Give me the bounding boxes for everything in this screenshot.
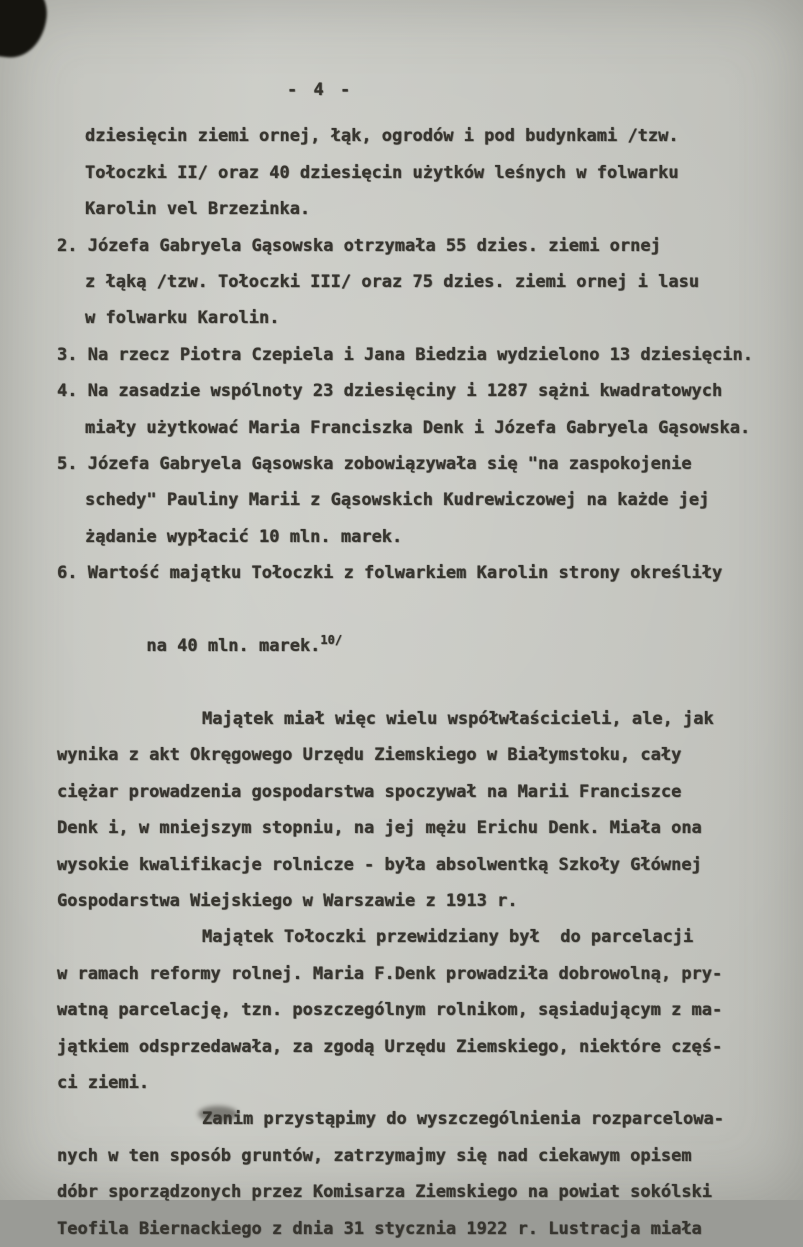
scan-corner-artifact [0,0,50,61]
text-line: miały użytkować Maria Franciszka Denk i Józefa Gabryela Gąsowska. [85,417,751,438]
text-line: Gospodarstwa Wiejskiego w Warszawie z 1913 r. [57,890,518,911]
text-line: 5. Józefa Gabryela Gąsowska zobowiązywała się "na zaspokojenie [57,454,692,475]
text-line: 3. Na rzecz Piotra Czepiela i Jana Biedzia wydzielono 13 dziesięcin. [57,344,753,365]
text-line: Denk i, w mniejszym stopniu, na jej mężu Erichu Denk. Miała ona [57,818,702,839]
text-line: 4. Na zasadzie wspólnoty 23 dziesięciny i 1287 sążni kwadratowych [57,381,723,402]
text-line [85,592,783,701]
text-line: Tołoczki II/ oraz 40 dziesięcin użytków leśnych w folwarku [85,162,679,183]
text-line: Majątek Tołoczki przewidziany był do parcelacji [202,927,694,948]
footnote-marker: 10/ [320,633,343,648]
text-line: Majątek miał więc wielu współwłaścicieli, ale, jak [202,708,714,729]
text-line: Teofila Biernackiego z dnia 31 stycznia 1922 r. Lustracja miała [57,1218,702,1239]
line-text: na 40 mln. marek. [146,636,321,657]
text-line: wynika z akt Okręgowego Urzędu Ziemskiego w Białymstoku, cały [57,745,682,766]
text-line: nych w ten sposób gruntów, zatrzymajmy się nad ciekawym opisem [57,1145,692,1166]
text-line: wysokie kwalifikacje rolnicze - była absolwentką Szkoły Głównej [57,854,702,875]
text-line: żądanie wypłacić 10 mln. marek. [85,526,403,547]
page-content [57,72,783,1247]
text-line: jątkiem odsprzedawała, za zgodą Urzędu Ziemskiego, niektóre częś- [57,1036,723,1057]
text-line: Zanim przystąpimy do wyszczególnienia rozparcelowa- [202,1109,724,1130]
text-line: 6. Wartość majątku Tołoczki z folwarkiem Karolin strony określiły [57,563,723,584]
text-line: w folwarku Karolin. [85,308,280,329]
text-line: dóbr sporządzonych przez Komisarza Ziemskiego na powiat sokólski [57,1182,713,1203]
page-number: - 4 - [287,80,354,100]
text-line: Karolin vel Brzezinka. [85,199,311,220]
text-line: watną parcelację, tzn. poszczególnym rolnikom, sąsiadującym z ma- [57,1000,723,1021]
text-line: 2. Józefa Gabryela Gąsowska otrzymała 55 dzies. ziemi ornej [57,235,661,256]
text-line: ci ziemi. [57,1072,150,1093]
text-line: ciężar prowadzenia gospodarstwa spoczywał na Marii Franciszce [57,781,682,802]
text-line: w ramach reformy rolnej. Maria F.Denk prowadziła dobrowolną, pry- [57,963,723,984]
text-line: dziesięcin ziemi ornej, łąk, ogrodów i pod budynkami /tzw. [85,126,679,147]
text-line: z łąką /tzw. Tołoczki III/ oraz 75 dzies. ziemi ornej i lasu [85,272,700,293]
text-line: schedy" Pauliny Marii z Gąsowskich Kudrewiczowej na każde jej [85,490,710,511]
